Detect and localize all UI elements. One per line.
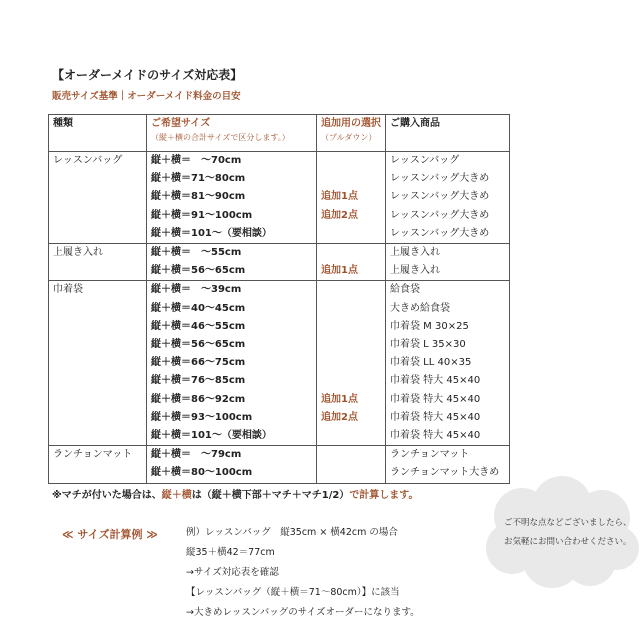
cloud-line: ご不明な点などございましたら、 — [504, 518, 632, 528]
product-cell: レッスンバッグ大きめ — [386, 170, 510, 188]
table-header-row — [49, 115, 510, 152]
size-cell: 縦＋横＝101～（要相談） — [147, 427, 317, 446]
product-cell: ランチョンマット — [386, 446, 510, 465]
product-cell: 上履き入れ — [386, 244, 510, 263]
product-cell: 巾着袋 特大 45×40 — [386, 409, 510, 427]
header-option-sub: （プルダウン） — [321, 133, 377, 142]
size-cell: 縦＋横＝40～45cm — [147, 300, 317, 318]
option-cell: 追加1点 — [317, 262, 386, 281]
size-cell: 縦＋横＝56～65cm — [147, 262, 317, 281]
calc-example-label: ≪ サイズ計算例 ≫ — [62, 528, 158, 541]
size-cell: 縦＋横＝101～（要相談） — [147, 225, 317, 244]
size-cell: 縦＋横＝56～65cm — [147, 336, 317, 354]
product-cell: 巾着袋 特大 45×40 — [386, 427, 510, 446]
calc-line: →大きめレッスンバッグのサイズオーダーになります。 — [186, 607, 420, 618]
size-cell: 縦＋横＝91～100cm — [147, 207, 317, 225]
product-cell: レッスンバッグ — [386, 152, 510, 171]
option-cell — [317, 336, 386, 354]
option-cell — [317, 372, 386, 390]
gusset-note: ※マチが付いた場合は、縦＋横は（縦＋横下部＋マチ＋マチ1/2）で計算します。 — [52, 490, 419, 501]
table-body — [49, 152, 510, 484]
size-cell: 縦＋横＝ ～70cm — [147, 152, 317, 171]
table-row — [49, 244, 510, 263]
size-cell: 縦＋横＝ ～39cm — [147, 281, 317, 300]
size-cell: 縦＋横＝80～100cm — [147, 464, 317, 483]
product-cell: 巾着袋 特大 45×40 — [386, 391, 510, 409]
product-cell: 巾着袋 M 30×25 — [386, 318, 510, 336]
category-cell: ランチョンマット — [49, 446, 147, 483]
option-cell: 追加2点 — [317, 409, 386, 427]
table-row — [49, 446, 510, 465]
product-cell: 巾着袋 L 35×30 — [386, 336, 510, 354]
option-cell — [317, 446, 386, 465]
product-cell: レッスンバッグ大きめ — [386, 207, 510, 225]
calc-line: 【レッスンバッグ（縦＋横＝71～80cm）】に該当 — [186, 587, 400, 598]
option-cell: 追加1点 — [317, 188, 386, 206]
option-cell — [317, 170, 386, 188]
option-cell — [317, 427, 386, 446]
table-row — [49, 281, 510, 300]
category-cell: 上履き入れ — [49, 244, 147, 281]
option-cell — [317, 354, 386, 372]
calc-example — [186, 526, 420, 626]
product-cell: レッスンバッグ大きめ — [386, 225, 510, 244]
size-cell: 縦＋横＝ ～79cm — [147, 446, 317, 465]
cloud-message — [504, 514, 632, 552]
size-cell: 縦＋横＝76～85cm — [147, 372, 317, 390]
option-cell — [317, 152, 386, 171]
calc-line: 例）レッスンバッグ 縦35cm × 横42cm の場合 — [186, 527, 398, 538]
size-cell: 縦＋横＝46～55cm — [147, 318, 317, 336]
product-cell: 給食袋 — [386, 281, 510, 300]
size-cell: 縦＋横＝81～90cm — [147, 188, 317, 206]
cloud-line: お気軽にお問い合わせください。 — [504, 537, 632, 547]
option-cell — [317, 244, 386, 263]
size-cell: 縦＋横＝86～92cm — [147, 391, 317, 409]
size-cell: 縦＋横＝71～80cm — [147, 170, 317, 188]
product-cell: レッスンバッグ大きめ — [386, 188, 510, 206]
header-product: ご購入商品 — [386, 115, 510, 152]
size-table — [48, 114, 510, 484]
page-subtitle: 販売サイズ基準｜オーダーメイド料金の目安 — [52, 91, 241, 102]
size-cell: 縦＋横＝ ～55cm — [147, 244, 317, 263]
header-size-sub: （縦＋横の合計サイズで区分します。） — [151, 133, 290, 142]
header-category: 種類 — [49, 115, 147, 152]
header-size: ご希望サイズ （縦＋横の合計サイズで区分します。） — [147, 115, 317, 152]
option-cell — [317, 300, 386, 318]
option-cell — [317, 225, 386, 244]
product-cell: ランチョンマット大きめ — [386, 464, 510, 483]
category-cell: 巾着袋 — [49, 281, 147, 446]
product-cell: 巾着袋 LL 40×35 — [386, 354, 510, 372]
header-option: 追加用の選択 （プルダウン） — [317, 115, 386, 152]
option-cell — [317, 281, 386, 300]
product-cell: 上履き入れ — [386, 262, 510, 281]
calc-line: →サイズ対応表を確認 — [186, 567, 279, 578]
calc-line: 縦35＋横42＝77cm — [186, 547, 275, 558]
size-cell: 縦＋横＝93～100cm — [147, 409, 317, 427]
table-row — [49, 152, 510, 171]
product-cell: 大きめ給食袋 — [386, 300, 510, 318]
category-cell: レッスンバッグ — [49, 152, 147, 244]
size-cell: 縦＋横＝66～75cm — [147, 354, 317, 372]
option-cell — [317, 464, 386, 483]
product-cell: 巾着袋 特大 45×40 — [386, 372, 510, 390]
option-cell: 追加1点 — [317, 391, 386, 409]
option-cell: 追加2点 — [317, 207, 386, 225]
option-cell — [317, 318, 386, 336]
page-title: 【オーダーメイドのサイズ対応表】 — [52, 68, 243, 82]
